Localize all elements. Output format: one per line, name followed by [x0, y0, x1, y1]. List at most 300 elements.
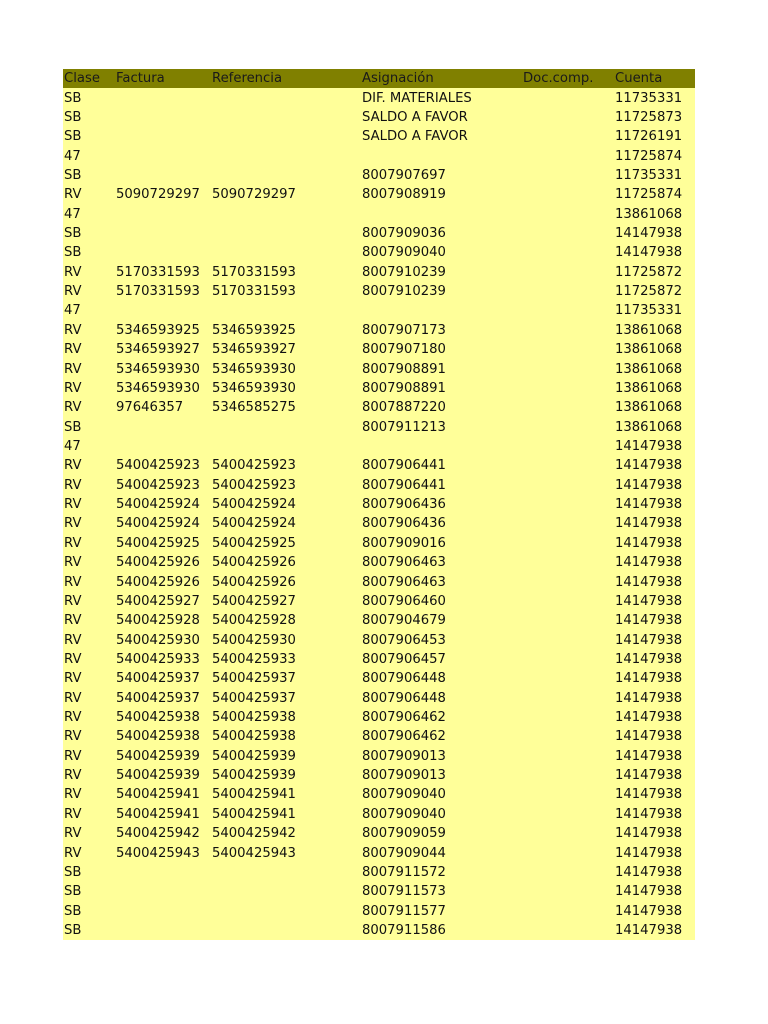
cell-clase: SB — [63, 863, 115, 882]
cell-doc-comp — [522, 534, 614, 553]
cell-doc-comp — [522, 514, 614, 533]
cell-asignacion: 8007910239 — [361, 263, 522, 282]
table-row — [63, 417, 695, 436]
cell-factura — [115, 166, 211, 185]
cell-doc-comp — [522, 592, 614, 611]
cell-asignacion: 8007906457 — [361, 650, 522, 669]
table-row — [63, 108, 695, 127]
cell-asignacion: 8007909016 — [361, 534, 522, 553]
cell-factura: 5400425939 — [115, 747, 211, 766]
cell-doc-comp — [522, 495, 614, 514]
cell-clase: RV — [63, 514, 115, 533]
cell-doc-comp — [522, 689, 614, 708]
cell-cuenta: 14147938 — [614, 689, 695, 708]
cell-cuenta: 14147938 — [614, 534, 695, 553]
cell-doc-comp — [522, 243, 614, 262]
cell-doc-comp — [522, 921, 614, 940]
cell-asignacion: 8007911213 — [361, 417, 522, 436]
cell-referencia: 5400425938 — [211, 708, 361, 727]
cell-asignacion: 8007906460 — [361, 592, 522, 611]
cell-referencia: 5346593925 — [211, 321, 361, 340]
cell-referencia — [211, 417, 361, 436]
cell-referencia: 5346593927 — [211, 340, 361, 359]
cell-asignacion: 8007911586 — [361, 921, 522, 940]
cell-doc-comp — [522, 263, 614, 282]
cell-asignacion: 8007911573 — [361, 882, 522, 901]
cell-cuenta: 14147938 — [614, 495, 695, 514]
cell-factura — [115, 146, 211, 165]
cell-referencia: 5400425930 — [211, 630, 361, 649]
table-row — [63, 379, 695, 398]
cell-referencia — [211, 243, 361, 262]
table-row — [63, 727, 695, 746]
cell-doc-comp — [522, 437, 614, 456]
cell-factura — [115, 882, 211, 901]
table-row — [63, 146, 695, 165]
cell-doc-comp — [522, 224, 614, 243]
cell-clase: RV — [63, 553, 115, 572]
cell-factura: 5400425925 — [115, 534, 211, 553]
cell-factura: 5400425941 — [115, 785, 211, 804]
cell-factura: 5346593930 — [115, 359, 211, 378]
cell-cuenta: 11726191 — [614, 127, 695, 146]
cell-factura — [115, 863, 211, 882]
table-row — [63, 398, 695, 417]
cell-cuenta: 11735331 — [614, 301, 695, 320]
table-row — [63, 843, 695, 862]
cell-referencia — [211, 166, 361, 185]
cell-clase: SB — [63, 166, 115, 185]
cell-cuenta: 13861068 — [614, 205, 695, 224]
table-row — [63, 708, 695, 727]
cell-clase: SB — [63, 224, 115, 243]
table-row — [63, 301, 695, 320]
cell-factura: 5346593925 — [115, 321, 211, 340]
table-row — [63, 863, 695, 882]
cell-clase: RV — [63, 534, 115, 553]
cell-cuenta: 14147938 — [614, 669, 695, 688]
header-factura: Factura — [115, 69, 211, 88]
cell-referencia — [211, 921, 361, 940]
cell-referencia — [211, 108, 361, 127]
cell-referencia: 5400425939 — [211, 747, 361, 766]
cell-referencia — [211, 224, 361, 243]
table-row — [63, 901, 695, 920]
cell-asignacion: SALDO A FAVOR — [361, 127, 522, 146]
cell-asignacion — [361, 301, 522, 320]
table-row — [63, 340, 695, 359]
cell-cuenta: 14147938 — [614, 766, 695, 785]
cell-clase: RV — [63, 185, 115, 204]
cell-doc-comp — [522, 417, 614, 436]
cell-cuenta: 14147938 — [614, 572, 695, 591]
cell-factura: 5400425928 — [115, 611, 211, 630]
cell-clase: SB — [63, 243, 115, 262]
cell-cuenta: 13861068 — [614, 321, 695, 340]
cell-clase: RV — [63, 689, 115, 708]
cell-clase: SB — [63, 921, 115, 940]
cell-cuenta: 14147938 — [614, 882, 695, 901]
cell-factura: 5400425937 — [115, 669, 211, 688]
cell-clase: RV — [63, 321, 115, 340]
cell-clase: RV — [63, 805, 115, 824]
cell-clase: RV — [63, 843, 115, 862]
cell-clase: 47 — [63, 437, 115, 456]
cell-clase: RV — [63, 592, 115, 611]
cell-asignacion: 8007907173 — [361, 321, 522, 340]
cell-clase: SB — [63, 901, 115, 920]
cell-factura: 5400425933 — [115, 650, 211, 669]
table-row — [63, 921, 695, 940]
cell-factura: 5400425937 — [115, 689, 211, 708]
cell-cuenta: 14147938 — [614, 785, 695, 804]
cell-asignacion: 8007908891 — [361, 379, 522, 398]
cell-asignacion — [361, 205, 522, 224]
table-row — [63, 785, 695, 804]
cell-factura: 5400425927 — [115, 592, 211, 611]
cell-doc-comp — [522, 146, 614, 165]
cell-cuenta: 14147938 — [614, 747, 695, 766]
cell-factura: 5400425926 — [115, 553, 211, 572]
table-row — [63, 476, 695, 495]
cell-factura: 5400425923 — [115, 476, 211, 495]
cell-referencia — [211, 146, 361, 165]
cell-factura: 5400425924 — [115, 495, 211, 514]
cell-asignacion: 8007906463 — [361, 572, 522, 591]
cell-doc-comp — [522, 166, 614, 185]
cell-referencia — [211, 301, 361, 320]
table-row — [63, 205, 695, 224]
cell-factura: 5400425941 — [115, 805, 211, 824]
cell-asignacion: 8007909036 — [361, 224, 522, 243]
cell-cuenta: 14147938 — [614, 921, 695, 940]
cell-doc-comp — [522, 630, 614, 649]
cell-cuenta: 11735331 — [614, 88, 695, 107]
header-cuenta: Cuenta — [614, 69, 695, 88]
cell-clase: 47 — [63, 205, 115, 224]
cell-referencia — [211, 882, 361, 901]
cell-factura: 5400425942 — [115, 824, 211, 843]
cell-doc-comp — [522, 572, 614, 591]
cell-factura — [115, 417, 211, 436]
cell-clase: SB — [63, 88, 115, 107]
cell-clase: RV — [63, 476, 115, 495]
cell-referencia: 5400425939 — [211, 766, 361, 785]
table-row — [63, 495, 695, 514]
cell-asignacion: 8007906441 — [361, 456, 522, 475]
cell-doc-comp — [522, 669, 614, 688]
cell-doc-comp — [522, 901, 614, 920]
cell-factura — [115, 921, 211, 940]
cell-doc-comp — [522, 611, 614, 630]
cell-asignacion: 8007909044 — [361, 843, 522, 862]
cell-doc-comp — [522, 205, 614, 224]
table-row — [63, 824, 695, 843]
cell-clase: RV — [63, 708, 115, 727]
table-row — [63, 514, 695, 533]
cell-doc-comp — [522, 321, 614, 340]
cell-referencia: 5400425926 — [211, 572, 361, 591]
table-row — [63, 689, 695, 708]
cell-cuenta: 11725874 — [614, 185, 695, 204]
cell-clase: RV — [63, 572, 115, 591]
cell-doc-comp — [522, 359, 614, 378]
cell-asignacion: 8007907180 — [361, 340, 522, 359]
cell-clase: RV — [63, 630, 115, 649]
cell-cuenta: 11725873 — [614, 108, 695, 127]
cell-clase: RV — [63, 282, 115, 301]
cell-referencia: 5170331593 — [211, 263, 361, 282]
header-row — [63, 69, 695, 88]
cell-clase: RV — [63, 340, 115, 359]
cell-cuenta: 14147938 — [614, 708, 695, 727]
cell-referencia: 5400425943 — [211, 843, 361, 862]
cell-clase: RV — [63, 263, 115, 282]
cell-cuenta: 14147938 — [614, 824, 695, 843]
cell-doc-comp — [522, 301, 614, 320]
cell-factura — [115, 901, 211, 920]
cell-doc-comp — [522, 805, 614, 824]
cell-clase: RV — [63, 669, 115, 688]
cell-cuenta: 14147938 — [614, 843, 695, 862]
table-row — [63, 88, 695, 107]
header-clase: Clase — [63, 69, 115, 88]
cell-clase: RV — [63, 747, 115, 766]
table-row — [63, 630, 695, 649]
cell-cuenta: 13861068 — [614, 359, 695, 378]
cell-cuenta: 14147938 — [614, 243, 695, 262]
table-row — [63, 650, 695, 669]
cell-asignacion: 8007909040 — [361, 243, 522, 262]
cell-asignacion: 8007909040 — [361, 785, 522, 804]
cell-clase: RV — [63, 379, 115, 398]
cell-cuenta: 11725872 — [614, 263, 695, 282]
cell-cuenta: 13861068 — [614, 398, 695, 417]
cell-factura: 5346593927 — [115, 340, 211, 359]
cell-asignacion: 8007909040 — [361, 805, 522, 824]
cell-factura: 5400425938 — [115, 708, 211, 727]
cell-clase: SB — [63, 108, 115, 127]
table-row — [63, 572, 695, 591]
cell-doc-comp — [522, 108, 614, 127]
table-row — [63, 437, 695, 456]
cell-factura — [115, 437, 211, 456]
cell-asignacion: 8007911572 — [361, 863, 522, 882]
cell-referencia: 5400425941 — [211, 805, 361, 824]
cell-factura: 5400425939 — [115, 766, 211, 785]
cell-asignacion — [361, 437, 522, 456]
cell-cuenta: 13861068 — [614, 417, 695, 436]
cell-cuenta: 14147938 — [614, 553, 695, 572]
header-asignacion: Asignación — [361, 69, 522, 88]
cell-cuenta: 14147938 — [614, 592, 695, 611]
cell-factura: 5170331593 — [115, 263, 211, 282]
table-row — [63, 882, 695, 901]
cell-cuenta: 14147938 — [614, 224, 695, 243]
cell-doc-comp — [522, 398, 614, 417]
cell-asignacion: 8007911577 — [361, 901, 522, 920]
cell-asignacion: 8007906436 — [361, 514, 522, 533]
cell-cuenta: 11725874 — [614, 146, 695, 165]
cell-factura: 5400425926 — [115, 572, 211, 591]
header-doc-comp: Doc.comp. — [522, 69, 614, 88]
cell-asignacion: 8007906448 — [361, 689, 522, 708]
table-row — [63, 282, 695, 301]
cell-cuenta: 14147938 — [614, 727, 695, 746]
cell-cuenta: 14147938 — [614, 514, 695, 533]
cell-asignacion: 8007909059 — [361, 824, 522, 843]
cell-doc-comp — [522, 785, 614, 804]
table-row — [63, 243, 695, 262]
cell-referencia — [211, 88, 361, 107]
cell-referencia: 5400425933 — [211, 650, 361, 669]
cell-clase: RV — [63, 398, 115, 417]
cell-doc-comp — [522, 185, 614, 204]
cell-asignacion: 8007908891 — [361, 359, 522, 378]
table-row — [63, 456, 695, 475]
cell-cuenta: 14147938 — [614, 805, 695, 824]
cell-cuenta: 13861068 — [614, 379, 695, 398]
cell-factura — [115, 108, 211, 127]
table-row — [63, 263, 695, 282]
cell-asignacion: 8007909013 — [361, 747, 522, 766]
table-row — [63, 359, 695, 378]
cell-doc-comp — [522, 476, 614, 495]
cell-clase: SB — [63, 127, 115, 146]
table-row — [63, 805, 695, 824]
table-row — [63, 766, 695, 785]
cell-referencia: 5400425927 — [211, 592, 361, 611]
cell-doc-comp — [522, 456, 614, 475]
cell-referencia: 5400425937 — [211, 669, 361, 688]
cell-doc-comp — [522, 747, 614, 766]
cell-factura — [115, 88, 211, 107]
cell-referencia: 5170331593 — [211, 282, 361, 301]
cell-asignacion: 8007910239 — [361, 282, 522, 301]
cell-referencia — [211, 127, 361, 146]
cell-clase: RV — [63, 650, 115, 669]
cell-referencia: 5346593930 — [211, 359, 361, 378]
cell-asignacion: 8007906463 — [361, 553, 522, 572]
cell-referencia: 5400425941 — [211, 785, 361, 804]
cell-cuenta: 14147938 — [614, 901, 695, 920]
cell-clase: SB — [63, 882, 115, 901]
cell-doc-comp — [522, 863, 614, 882]
table-row — [63, 185, 695, 204]
cell-referencia: 5346585275 — [211, 398, 361, 417]
cell-referencia: 5400425937 — [211, 689, 361, 708]
table-header — [63, 69, 695, 88]
cell-doc-comp — [522, 708, 614, 727]
cell-clase: RV — [63, 359, 115, 378]
cell-referencia: 5090729297 — [211, 185, 361, 204]
cell-factura: 5346593930 — [115, 379, 211, 398]
cell-asignacion — [361, 146, 522, 165]
cell-doc-comp — [522, 727, 614, 746]
cell-doc-comp — [522, 882, 614, 901]
cell-referencia — [211, 901, 361, 920]
cell-asignacion: 8007906462 — [361, 708, 522, 727]
cell-doc-comp — [522, 766, 614, 785]
cell-asignacion: 8007909013 — [361, 766, 522, 785]
cell-factura: 97646357 — [115, 398, 211, 417]
cell-doc-comp — [522, 282, 614, 301]
cell-cuenta: 11725872 — [614, 282, 695, 301]
cell-asignacion: 8007887220 — [361, 398, 522, 417]
table-row — [63, 127, 695, 146]
cell-doc-comp — [522, 379, 614, 398]
cell-factura: 5400425924 — [115, 514, 211, 533]
cell-cuenta: 14147938 — [614, 650, 695, 669]
cell-referencia: 5400425938 — [211, 727, 361, 746]
cell-clase: RV — [63, 824, 115, 843]
cell-cuenta: 14147938 — [614, 456, 695, 475]
cell-clase: RV — [63, 611, 115, 630]
cell-asignacion: 8007906462 — [361, 727, 522, 746]
cell-doc-comp — [522, 553, 614, 572]
cell-asignacion: SALDO A FAVOR — [361, 108, 522, 127]
table-row — [63, 321, 695, 340]
cell-asignacion: 8007904679 — [361, 611, 522, 630]
table-body — [63, 88, 695, 940]
cell-asignacion: 8007906448 — [361, 669, 522, 688]
table-row — [63, 166, 695, 185]
cell-asignacion: DIF. MATERIALES — [361, 88, 522, 107]
table-row — [63, 592, 695, 611]
cell-doc-comp — [522, 88, 614, 107]
cell-cuenta: 14147938 — [614, 437, 695, 456]
cell-clase: 47 — [63, 146, 115, 165]
cell-clase: RV — [63, 456, 115, 475]
table-row — [63, 553, 695, 572]
cell-clase: RV — [63, 495, 115, 514]
cell-factura: 5400425938 — [115, 727, 211, 746]
cell-referencia — [211, 863, 361, 882]
cell-cuenta: 14147938 — [614, 476, 695, 495]
cell-clase: RV — [63, 785, 115, 804]
cell-referencia: 5400425924 — [211, 514, 361, 533]
cell-referencia: 5400425926 — [211, 553, 361, 572]
cell-referencia — [211, 205, 361, 224]
cell-factura — [115, 224, 211, 243]
cell-clase: RV — [63, 766, 115, 785]
cell-clase: 47 — [63, 301, 115, 320]
table-row — [63, 747, 695, 766]
table-row — [63, 611, 695, 630]
cell-factura — [115, 205, 211, 224]
cell-asignacion: 8007906436 — [361, 495, 522, 514]
cell-cuenta: 14147938 — [614, 630, 695, 649]
cell-referencia: 5400425924 — [211, 495, 361, 514]
cell-factura — [115, 243, 211, 262]
cell-cuenta: 14147938 — [614, 863, 695, 882]
header-referencia: Referencia — [211, 69, 361, 88]
cell-cuenta: 14147938 — [614, 611, 695, 630]
ledger-table — [63, 69, 695, 940]
cell-doc-comp — [522, 843, 614, 862]
cell-asignacion: 8007908919 — [361, 185, 522, 204]
cell-asignacion: 8007906453 — [361, 630, 522, 649]
table-row — [63, 534, 695, 553]
cell-doc-comp — [522, 650, 614, 669]
cell-asignacion: 8007907697 — [361, 166, 522, 185]
table-row — [63, 224, 695, 243]
cell-referencia: 5400425923 — [211, 476, 361, 495]
cell-factura: 5170331593 — [115, 282, 211, 301]
cell-referencia — [211, 437, 361, 456]
cell-cuenta: 11735331 — [614, 166, 695, 185]
cell-referencia: 5400425942 — [211, 824, 361, 843]
